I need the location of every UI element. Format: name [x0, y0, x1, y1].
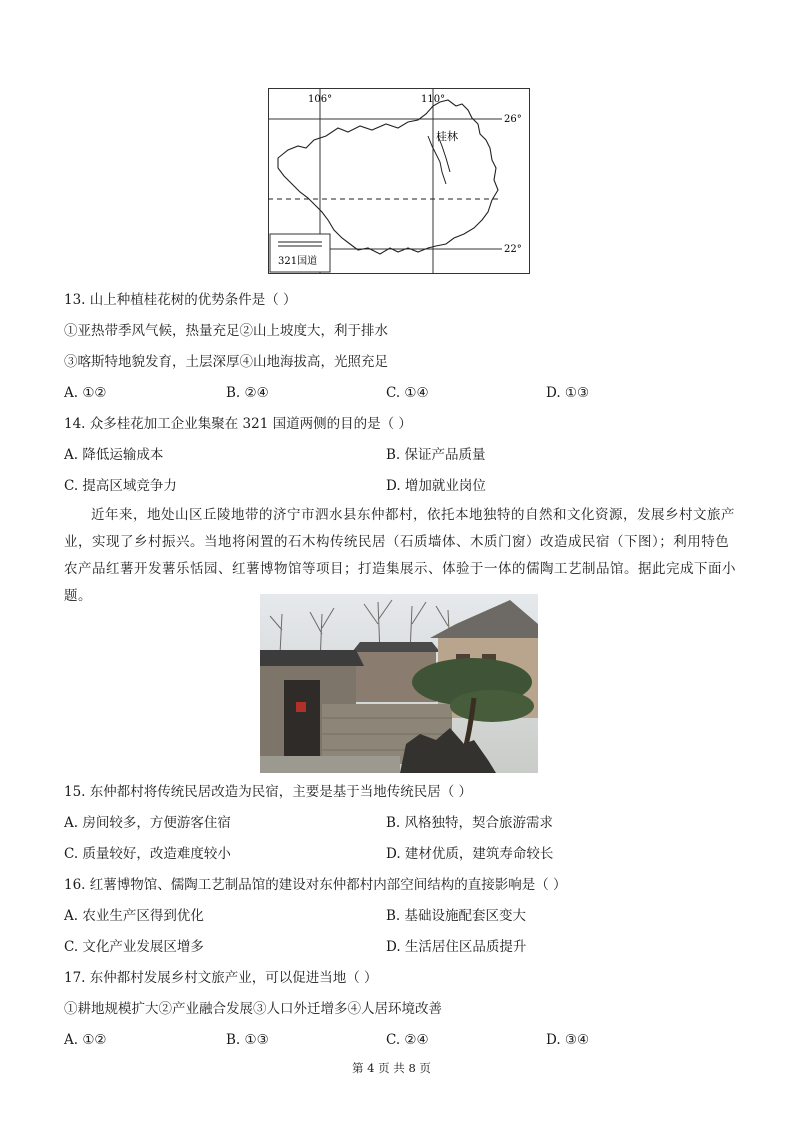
q13-stem: 13. 山上种植桂花树的优势条件是（ ）: [64, 292, 297, 308]
q14-stem: 14. 众多桂花加工企业集聚在 321 国道两侧的目的是（ ）: [64, 416, 412, 432]
q15-stem: 15. 东仲都村将传统民居改造为民宿，主要是基于当地传统民居（ ）: [64, 784, 473, 800]
lon-106-label: 106°: [308, 94, 333, 105]
q17-option-a[interactable]: A. ①②: [64, 1032, 107, 1048]
q17-stem: 17. 东仲都村发展乡村文旅产业，可以促进当地（ ）: [64, 970, 378, 986]
q14-option-b[interactable]: B. 保证产品质量: [386, 447, 486, 463]
lat-26-label: 26°: [504, 114, 522, 125]
q17-option-d[interactable]: D. ③④: [546, 1032, 590, 1048]
q17-option-b[interactable]: B. ①③: [226, 1032, 269, 1048]
q15-option-d[interactable]: D. 建材优质，建筑寿命较长: [386, 846, 554, 862]
q14-option-c[interactable]: C. 提高区域竞争力: [64, 478, 177, 494]
q15-option-a[interactable]: A. 房间较多，方便游客住宿: [64, 815, 231, 831]
q14-option-a[interactable]: A. 降低运输成本: [64, 447, 164, 463]
q17-option-c[interactable]: C. ②④: [386, 1032, 429, 1048]
q16-option-a[interactable]: A. 农业生产区得到优化: [64, 908, 204, 924]
minsu-photo: [260, 594, 538, 773]
q13-option-a[interactable]: A. ①②: [64, 385, 107, 401]
q16-option-d[interactable]: D. 生活居住区品质提升: [386, 939, 527, 955]
q15-option-c[interactable]: C. 质量较好，改造难度较小: [64, 846, 231, 862]
guangxi-map-figure: [268, 88, 530, 274]
q13-statements-1: ①亚热带季风气候，热量充足②山上坡度大，利于排水: [64, 323, 388, 339]
q13-option-c[interactable]: C. ①④: [386, 385, 429, 401]
city-guilin-label: 桂林: [436, 130, 458, 143]
q16-option-b[interactable]: B. 基础设施配套区变大: [386, 908, 527, 924]
q13-option-d[interactable]: D. ①③: [546, 385, 590, 401]
q16-stem: 16. 红薯博物馆、儒陶工艺制品馆的建设对东仲都村内部空间结构的直接影响是（ ）: [64, 877, 567, 893]
q16-option-c[interactable]: C. 文化产业发展区增多: [64, 939, 204, 955]
passage-text: 近年来，地处山区丘陵地带的济宁市泗水县东仲都村，依托本地独特的自然和文化资源，发展乡村文旅产业，实现了乡村振兴。当地将闲置的石木构传统民居（石质墙体、木质门窗）改造成民宿（下图）；利用特色农产品红薯开发薯乐恬园、红薯博物馆等项目；打造集展示、体验于一体的儒陶工艺制品馆。据此完成下面小题。: [64, 507, 736, 604]
lon-110-label: 110°: [421, 94, 446, 105]
q17-statements: ①耕地规模扩大②产业融合发展③人口外迁增多④人居环境改善: [64, 1001, 442, 1017]
lat-22-label: 22°: [504, 244, 522, 255]
q13-statements-2: ③喀斯特地貌发育，土层深厚④山地海拔高，光照充足: [64, 354, 388, 370]
q15-option-b[interactable]: B. 风格独特，契合旅游需求: [386, 815, 554, 831]
map-svg: [268, 88, 530, 274]
page-footer: 第 4 页 共 8 页: [352, 1061, 431, 1075]
legend-label: 321国道: [278, 256, 318, 267]
q13-option-b[interactable]: B. ②④: [226, 385, 269, 401]
q14-option-d[interactable]: D. 增加就业岗位: [386, 478, 486, 494]
